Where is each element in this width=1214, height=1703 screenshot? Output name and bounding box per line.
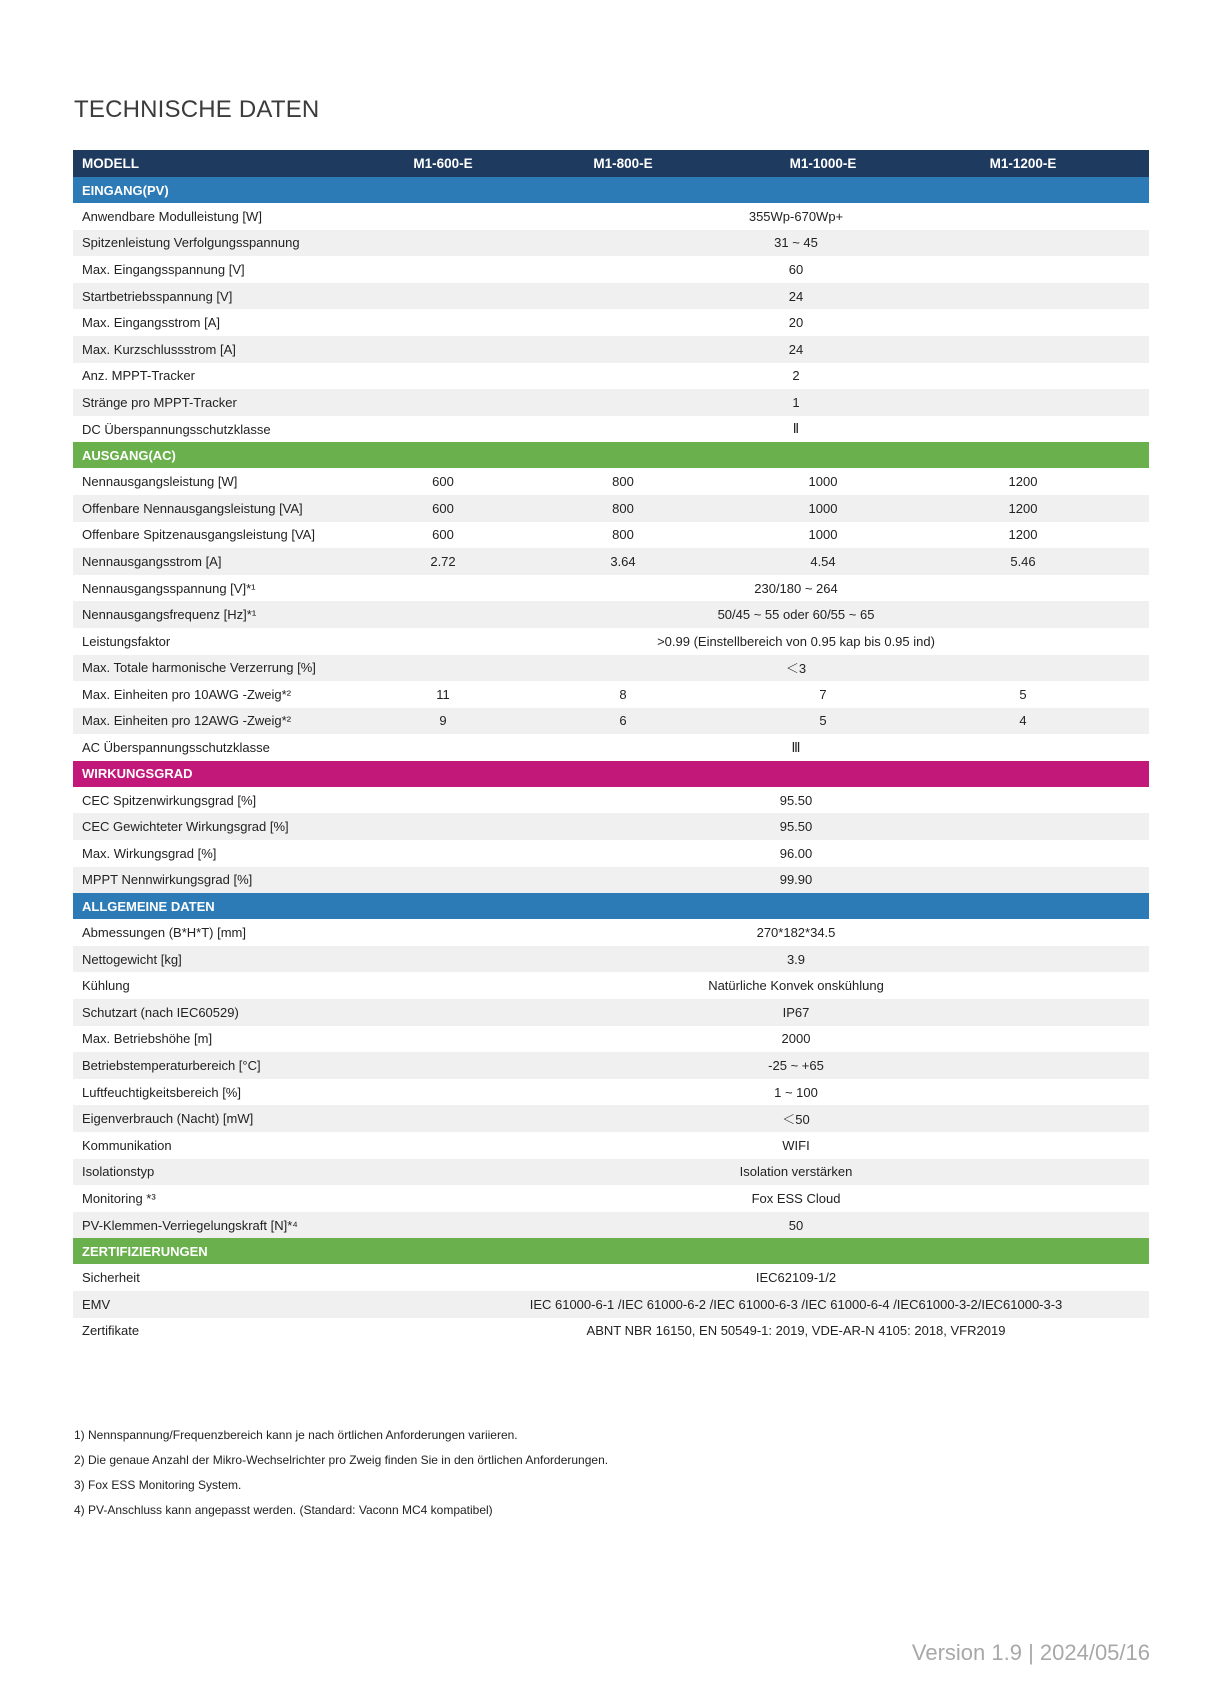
cell-value: 1000	[808, 474, 838, 490]
cell-value: 99.90	[779, 872, 813, 888]
cell-value: 60	[788, 261, 804, 277]
cell-value: 95.50	[779, 819, 813, 835]
cell-value: ＜3	[785, 661, 807, 677]
cell-value: 95.50	[779, 792, 813, 808]
cell-value: 270*182*34.5	[756, 925, 836, 941]
table-row	[73, 575, 1149, 602]
cell-value: IEC62109-1/2	[755, 1270, 837, 1286]
row-label: Max. Totale harmonische Verzerrung [%]	[82, 660, 316, 676]
section-header: EINGANG(PV)	[73, 177, 1149, 203]
cell-value: 4	[1019, 713, 1027, 729]
row-label: Kommunikation	[82, 1137, 172, 1153]
cell-value: 24	[788, 341, 804, 357]
section-header: AUSGANG(AC)	[73, 442, 1149, 468]
row-label: Startbetriebsspannung [V]	[82, 288, 233, 304]
row-label: PV-Klemmen-Verriegelungskraft [N]*⁴	[82, 1217, 298, 1233]
table-row	[73, 416, 1149, 443]
row-label: Nennausgangsleistung [W]	[82, 474, 238, 490]
row-label: AC Überspannungsschutzklasse	[82, 740, 270, 756]
cell-value: 230/180 ~ 264	[754, 580, 838, 596]
cell-value: 800	[612, 527, 634, 543]
row-label: Nennausgangsfrequenz [Hz]*¹	[82, 607, 257, 623]
cell-value: Natürliche Konvek onskühlung	[708, 978, 884, 994]
version-label: Version 1.9 | 2024/05/16	[911, 1640, 1150, 1665]
row-label: Nennausgangsstrom [A]	[82, 553, 222, 569]
table-row	[73, 1105, 1149, 1132]
table-row	[73, 601, 1149, 628]
row-cells	[432, 474, 1149, 490]
cell-value: ABNT NBR 16150, EN 50549-1: 2019, VDE-AR-N 4105: 2018, VFR2019	[586, 1323, 1006, 1339]
row-cells	[432, 527, 1149, 543]
cell-value: 1200	[1008, 474, 1038, 490]
cell-value: 800	[612, 500, 634, 516]
table-row	[73, 1079, 1149, 1106]
cell-value: Fox ESS Cloud	[751, 1190, 841, 1206]
row-label: Max. Betriebshöhe [m]	[82, 1031, 213, 1047]
table-row	[73, 203, 1149, 230]
table-header	[73, 150, 1149, 177]
cell-value: IP67	[782, 1004, 810, 1020]
row-cells	[436, 686, 1149, 702]
header-model: M1-1000-E	[789, 156, 857, 171]
table-row	[73, 1291, 1149, 1318]
header-model: M1-1200-E	[989, 156, 1057, 171]
row-label: CEC Spitzenwirkungsgrad [%]	[82, 792, 257, 808]
cell-value: >0.99 (Einstellbereich von 0.95 kap bis 0.95 ind)	[657, 633, 935, 649]
table-row	[73, 1159, 1149, 1186]
table-row	[73, 708, 1149, 735]
row-cells	[432, 500, 1149, 516]
table-row	[73, 681, 1149, 708]
cell-value: 7	[819, 686, 827, 702]
cell-value: 5	[1019, 686, 1027, 702]
table-row	[73, 946, 1149, 973]
cell-value: 3.9	[786, 951, 806, 967]
section-header: ALLGEMEINE DATEN	[73, 893, 1149, 919]
row-label: Stränge pro MPPT-Tracker	[82, 394, 237, 410]
row-label: EMV	[82, 1296, 111, 1312]
row-label: Luftfeuchtigkeitsbereich [%]	[82, 1084, 241, 1100]
row-label: Nettogewicht [kg]	[82, 951, 182, 967]
header-label: MODELL	[82, 156, 139, 171]
table-row	[73, 1185, 1149, 1212]
footnote: 1) Nennspannung/Frequenzbereich kann je nach örtlichen Anforderungen variieren.	[74, 1428, 518, 1442]
row-label: Leistungsfaktor	[82, 633, 171, 649]
table-row	[73, 389, 1149, 416]
table-row	[73, 840, 1149, 867]
row-label: Betriebstemperaturbereich [°C]	[82, 1058, 261, 1074]
table-row	[73, 309, 1149, 336]
cell-value: IEC 61000-6-1 /IEC 61000-6-2 /IEC 61000-6-3 /IEC 61000-6-4 /IEC61000-3-2/IEC61000-3-3	[529, 1296, 1063, 1312]
cell-value: 50/45 ~ 55 oder 60/55 ~ 65	[717, 607, 875, 623]
cell-value: 1000	[808, 500, 838, 516]
cell-value: 600	[432, 500, 454, 516]
table-row	[73, 256, 1149, 283]
cell-value: 600	[432, 527, 454, 543]
table-row	[73, 628, 1149, 655]
table-row	[73, 1318, 1149, 1345]
section-header: WIRKUNGSGRAD	[73, 761, 1149, 787]
table-row	[73, 1026, 1149, 1053]
footnote: 3) Fox ESS Monitoring System.	[74, 1478, 242, 1492]
table-row	[73, 1132, 1149, 1159]
table-row	[73, 283, 1149, 310]
row-label: Max. Eingangsspannung [V]	[82, 261, 245, 277]
table-row	[73, 495, 1149, 522]
row-label: Sicherheit	[82, 1270, 140, 1286]
table-row	[73, 655, 1149, 682]
table-row	[73, 363, 1149, 390]
table-row	[73, 1264, 1149, 1291]
cell-value: 800	[612, 474, 634, 490]
row-label: Isolationstyp	[82, 1164, 155, 1180]
cell-value: 1	[792, 394, 800, 410]
row-label: Offenbare Spitzenausgangsleistung [VA]	[82, 527, 315, 543]
row-label: Max. Einheiten pro 10AWG -Zweig*²	[82, 686, 292, 702]
cell-value: 20	[788, 315, 804, 331]
table-row	[73, 867, 1149, 894]
row-label: Max. Einheiten pro 12AWG -Zweig*²	[82, 713, 292, 729]
table-row	[73, 787, 1149, 814]
cell-value: ＜50	[782, 1112, 810, 1128]
table-row	[73, 999, 1149, 1026]
cell-value: 96.00	[779, 845, 813, 861]
row-label: Max. Kurzschlussstrom [A]	[82, 341, 236, 357]
cell-value: 5	[819, 713, 827, 729]
row-label: Schutzart (nach IEC60529)	[82, 1004, 239, 1020]
cell-value: 1 ~ 100	[774, 1084, 818, 1100]
cell-value: 6	[619, 713, 627, 729]
spec-table	[73, 150, 1149, 1344]
cell-value: 600	[432, 474, 454, 490]
cell-value: Ⅲ	[791, 739, 801, 755]
row-label: Zertifikate	[82, 1323, 140, 1339]
row-label: Abmessungen (B*H*T) [mm]	[82, 925, 246, 941]
cell-value: WIFI	[782, 1137, 810, 1153]
table-row	[73, 548, 1149, 575]
cell-value: 1000	[808, 527, 838, 543]
cell-value: 11	[436, 686, 450, 702]
row-label: CEC Gewichteter Wirkungsgrad [%]	[82, 819, 289, 835]
cell-value: 2.72	[430, 553, 456, 569]
cell-value: 9	[439, 713, 447, 729]
table-row	[73, 522, 1149, 549]
row-cells	[430, 553, 1149, 569]
footnote: 4) PV-Anschluss kann angepasst werden. (Standard: Vaconn MC4 kompatibel)	[74, 1503, 493, 1517]
footnote: 2) Die genaue Anzahl der Mikro-Wechselrichter pro Zweig finden Sie in den örtlichen Anforderungen.	[74, 1453, 609, 1467]
header-model: M1-600-E	[413, 156, 473, 171]
cell-value: 8	[619, 686, 627, 702]
cell-value: -25 ~ +65	[768, 1058, 824, 1074]
cell-value: 2	[792, 368, 800, 384]
cell-value: 5.46	[1010, 553, 1036, 569]
row-cells	[439, 713, 1149, 729]
cell-value: 24	[788, 288, 804, 304]
table-row	[73, 734, 1149, 761]
row-label: Max. Wirkungsgrad [%]	[82, 845, 217, 861]
row-label: DC Überspannungsschutzklasse	[82, 421, 271, 437]
table-row	[73, 1212, 1149, 1239]
cell-value: 31 ~ 45	[774, 235, 818, 251]
cell-value: 2000	[781, 1031, 811, 1047]
table-row	[73, 468, 1149, 495]
table-row	[73, 972, 1149, 999]
row-label: Monitoring *³	[82, 1190, 156, 1206]
table-row	[73, 336, 1149, 363]
row-label: Offenbare Nennausgangsleistung [VA]	[82, 500, 303, 516]
row-label: Eigenverbrauch (Nacht) [mW]	[82, 1111, 254, 1127]
sections	[73, 177, 1149, 1344]
row-label: Spitzenleistung Verfolgungsspannung	[82, 235, 300, 251]
table-row	[73, 1052, 1149, 1079]
row-label: Nennausgangsspannung [V]*¹	[82, 580, 256, 596]
row-label: Anz. MPPT-Tracker	[82, 368, 195, 384]
cell-value: 1200	[1008, 527, 1038, 543]
header-model: M1-800-E	[593, 156, 653, 171]
row-label: Max. Eingangsstrom [A]	[82, 315, 220, 331]
cell-value: 1200	[1008, 500, 1038, 516]
table-row	[73, 230, 1149, 257]
cell-value: Ⅱ	[792, 421, 800, 437]
footnotes	[74, 1428, 608, 1528]
section-header: ZERTIFIZIERUNGEN	[73, 1238, 1149, 1264]
page-title: TECHNISCHE DATEN	[74, 96, 320, 123]
row-label: Anwendbare Modulleistung [W]	[82, 208, 262, 224]
table-row	[73, 813, 1149, 840]
row-label: MPPT Nennwirkungsgrad [%]	[82, 872, 253, 888]
cell-value: 3.64	[610, 553, 636, 569]
cell-value: 355Wp-670Wp+	[748, 208, 844, 224]
cell-value: Isolation verstärken	[739, 1164, 853, 1180]
table-row	[73, 919, 1149, 946]
cell-value: 4.54	[810, 553, 836, 569]
row-label: Kühlung	[82, 978, 130, 994]
cell-value: 50	[788, 1217, 804, 1233]
